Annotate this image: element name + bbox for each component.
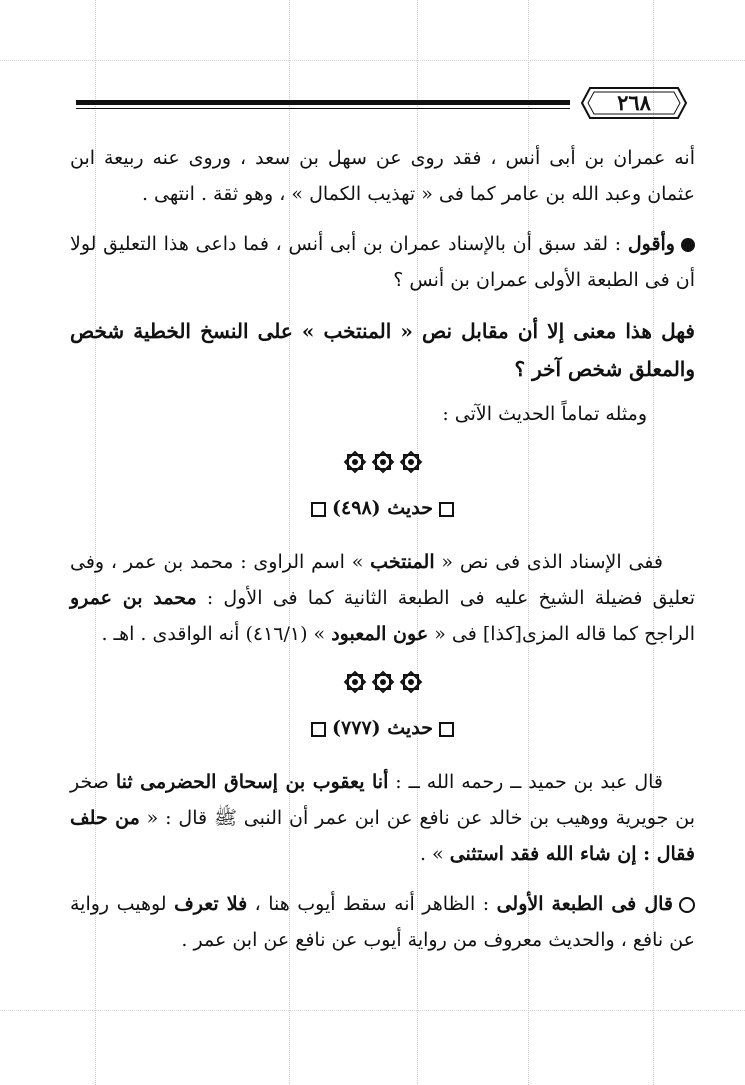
open-circle-bullet-icon xyxy=(679,897,695,913)
paragraph-6-part: صخر بن جويرية ووهيب بن خالد عن نافع عن ابن عمر أن النبى ﷺ قال : « xyxy=(70,771,695,829)
eight-point-star-icon xyxy=(343,670,367,706)
paragraph-5-part: » (٤١٦/١) أنه الواقدى . اهـ . xyxy=(101,623,332,645)
eight-point-star-icon xyxy=(343,450,367,486)
section-ornament xyxy=(70,450,695,480)
filled-circle-bullet-icon xyxy=(681,238,695,252)
paragraph-2-lead: وأقول xyxy=(627,233,675,255)
square-box-icon xyxy=(439,722,454,737)
page-number: ٢٦٨ xyxy=(617,90,651,115)
page-body xyxy=(70,140,695,958)
header-rule-thin xyxy=(76,108,570,109)
paragraph-7-part: : الظاهر أنه سقط أيوب هنا ، xyxy=(247,893,497,915)
page-header xyxy=(70,80,692,128)
paragraph-3-bold: فهل هذا معنى إلا أن مقابل نص « المنتخب » على النسخ الخطية شخص والمعلق شخص آخر ؟ xyxy=(70,319,695,381)
paragraph-7-bold: فلا تعرف xyxy=(174,893,248,915)
eight-point-star-icon xyxy=(399,450,423,486)
paragraph-6-part: » . xyxy=(419,843,450,865)
paragraph-2-text: : لقد سبق أن بالإسناد عمران بن أبى أنس ، فما داعى هذا التعليق لولا أن فى الطبعة الأولى عمران بن أنس ؟ xyxy=(70,233,695,291)
paragraph-5-bold: عون المعبود xyxy=(331,623,429,645)
paragraph-1: أنه عمران بن أبى أنس ، فقد روى عن سهل بن سعد ، وروى عنه ربيعة ابن عثمان وعبد الله بن عامر كما فى « تهذيب الكمال » ، وهو ثقة . انتهى . xyxy=(70,147,695,205)
square-box-icon xyxy=(311,502,326,517)
paragraph-4: ومثله تماماً الحديث الآتى : xyxy=(442,403,647,425)
hadith-heading-498 xyxy=(70,490,695,526)
paragraph-2 xyxy=(70,226,695,298)
square-box-icon xyxy=(439,502,454,517)
paragraph-7-bold: قال فى الطبعة الأولى xyxy=(496,893,673,915)
paragraph-5-bold: المنتخب xyxy=(370,551,435,573)
paragraph-7 xyxy=(70,886,695,958)
eight-point-star-icon xyxy=(371,450,395,486)
paragraph-5-part: » اسم الراوى : محمد بن عمر ، وفى تعليق فضيلة الشيخ عليه فى الطبعة الثانية كما فى الأول : xyxy=(70,551,695,609)
eight-point-star-icon xyxy=(371,670,395,706)
eight-point-star-icon xyxy=(399,670,423,706)
page-number-badge xyxy=(580,86,688,120)
paragraph-5-bold: محمد بن عمرو xyxy=(70,587,197,609)
paragraph-5-part: ففى الإسناد الذى فى نص « xyxy=(434,551,663,573)
scan-guide-horizontal xyxy=(0,1010,745,1011)
paragraph-6-bold: أنا يعقوب بن إسحاق الحضرمى ثنا xyxy=(115,771,389,793)
paragraph-6-part: قال عبد بن حميد ــ رحمه الله ــ : xyxy=(388,771,664,793)
hadith-heading-777-text: حديث (٧٧٧) xyxy=(332,717,433,739)
header-rule-thick xyxy=(76,100,570,105)
hadith-heading-498-text: حديث (٤٩٨) xyxy=(332,497,433,519)
scan-guide-horizontal xyxy=(0,60,745,61)
square-box-icon xyxy=(311,722,326,737)
paragraph-7-part: لوهيب رواية عن نافع ، والحديث معروف من رواية أيوب عن نافع عن ابن عمر . xyxy=(70,893,695,951)
paragraph-5-part: الراجح كما قاله المزى[كذا] فى « xyxy=(428,623,695,645)
section-ornament xyxy=(70,670,695,700)
paragraph-6 xyxy=(70,764,695,872)
paragraph-5 xyxy=(70,544,695,652)
hadith-heading-777 xyxy=(70,710,695,746)
paragraph-6-bold: من حلف فقال : إن شاء الله فقد استثنى xyxy=(70,807,695,865)
